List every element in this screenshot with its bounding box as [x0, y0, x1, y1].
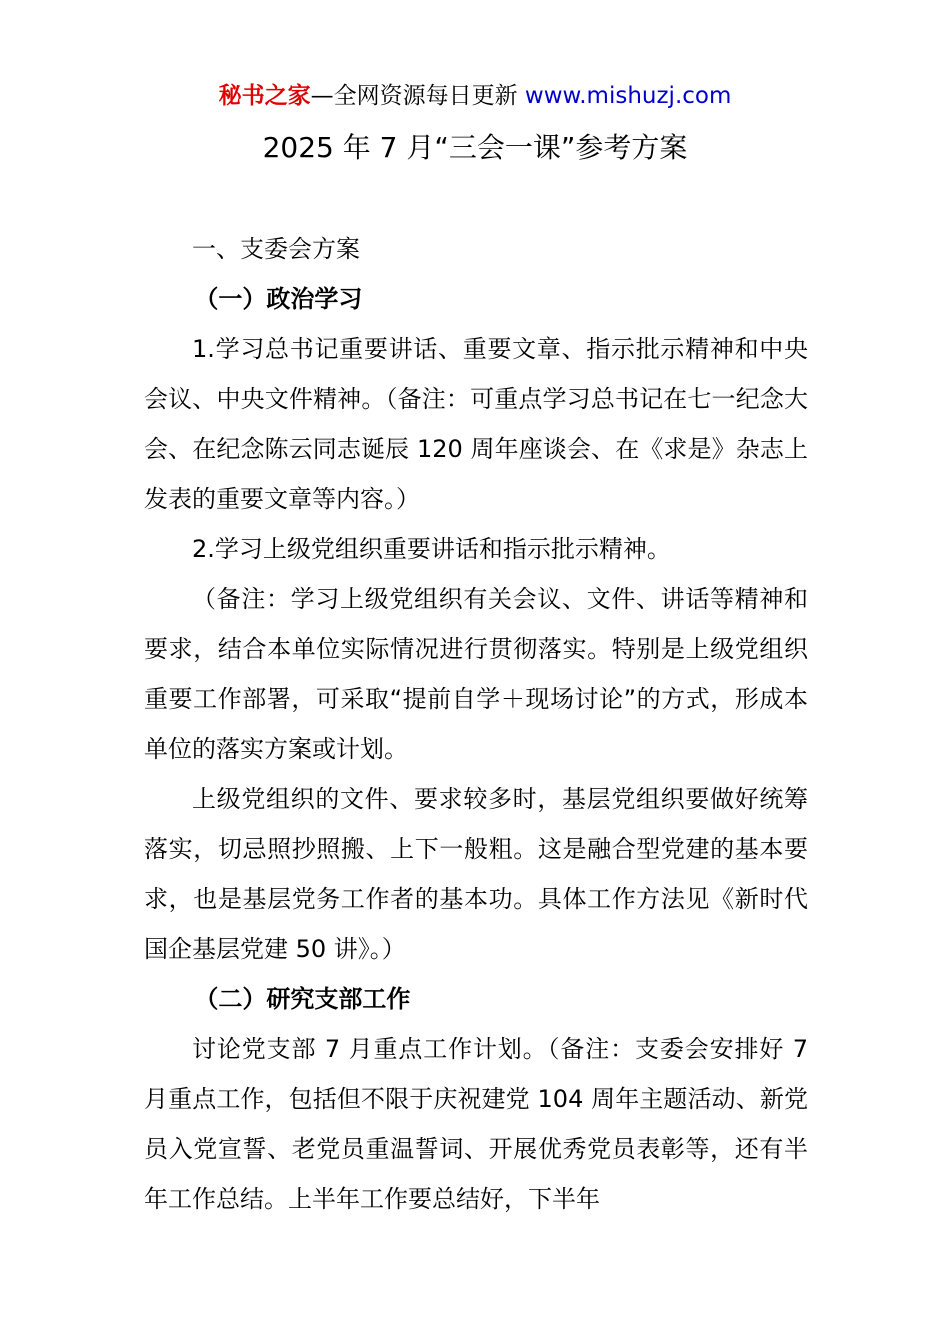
- document-title: 2025 年 7 月“三会一课”参考方案: [262, 131, 688, 164]
- paragraph: （备注：学习上级党组织有关会议、文件、讲话等精神和要求，结合本单位实际情况进行贯彻落实。特别是上级党组织重要工作部署，可采取“提前自学＋现场讨论”的方式，形成本单位的落实方案或计划。: [144, 585, 808, 763]
- paragraph: 上级党组织的文件、要求较多时，基层党组织要做好统筹落实，切忌照抄照搬、上下一般粗。这是融合型党建的基本要求，也是基层党务工作者的基本功。具体工作方法见《新时代国企基层党建 50 讲》。）: [144, 785, 808, 963]
- subsection-heading: （二）研究支部工作: [194, 985, 411, 1013]
- paragraph: 1.学习总书记重要讲话、重要文章、指示批示精神和中央会议、中央文件精神。（备注：可重点学习总书记在七一纪念大会、在纪念陈云同志诞辰 120 周年座谈会、在《求是》杂志上发表的重要文章等内容。）: [144, 335, 808, 513]
- site-brand: 秘书之家: [218, 83, 311, 109]
- paragraph: 2.学习上级党组织重要讲话和指示批示精神。: [192, 535, 671, 563]
- section-heading: 一、支委会方案: [192, 235, 360, 263]
- document-body: [144, 224, 808, 1224]
- paragraph: 讨论党支部 7 月重点工作计划。（备注：支委会安排好 7 月重点工作，包括但不限于庆祝建党 104 周年主题活动、新党员入党宣誓、老党员重温誓词、开展优秀党员表彰等，还有半年工作总结。上半年工作要总结好，下半年: [144, 1035, 808, 1213]
- site-url-link[interactable]: www.mishuzj.com: [524, 83, 732, 109]
- subsection-heading: （一）政治学习: [194, 285, 363, 313]
- site-tagline: —全网资源每日更新: [310, 83, 518, 109]
- site-header: [0, 80, 950, 112]
